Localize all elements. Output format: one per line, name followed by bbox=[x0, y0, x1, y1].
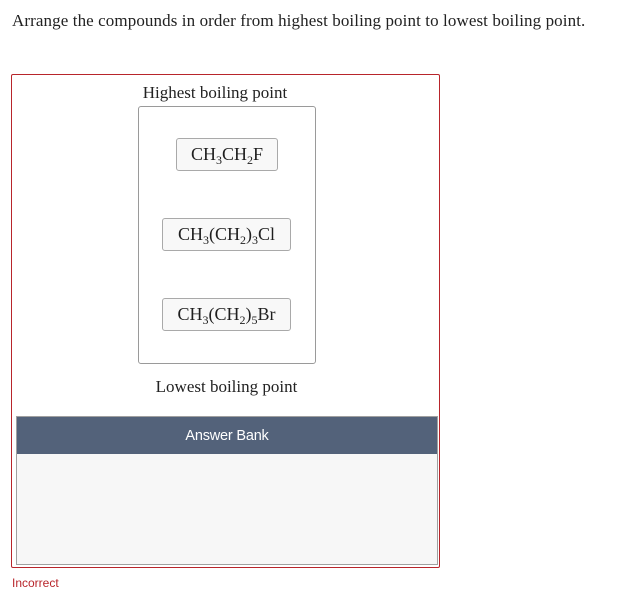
question-prompt: Arrange the compounds in order from highest boiling point to lowest boiling point. bbox=[12, 11, 586, 30]
compound-formula: $CH_3(CH_2)_5Br$ bbox=[177, 304, 276, 327]
answer-bank[interactable] bbox=[16, 416, 438, 565]
compound-formula: $CH_3(CH_2)_3Cl$ bbox=[177, 224, 276, 247]
answer-bank-area[interactable] bbox=[17, 454, 437, 564]
lowest-boiling-label: Lowest boiling point bbox=[155, 377, 298, 396]
compound-tile[interactable] bbox=[162, 218, 291, 251]
compound-formula: $CH_3CH_2F$ bbox=[190, 144, 264, 167]
compound-tile[interactable] bbox=[176, 138, 278, 171]
answer-bank-header: Answer Bank bbox=[17, 417, 437, 454]
feedback-status: Incorrect bbox=[12, 576, 59, 590]
compound-tile[interactable] bbox=[162, 298, 291, 331]
highest-boiling-label: Highest boiling point bbox=[142, 83, 288, 102]
